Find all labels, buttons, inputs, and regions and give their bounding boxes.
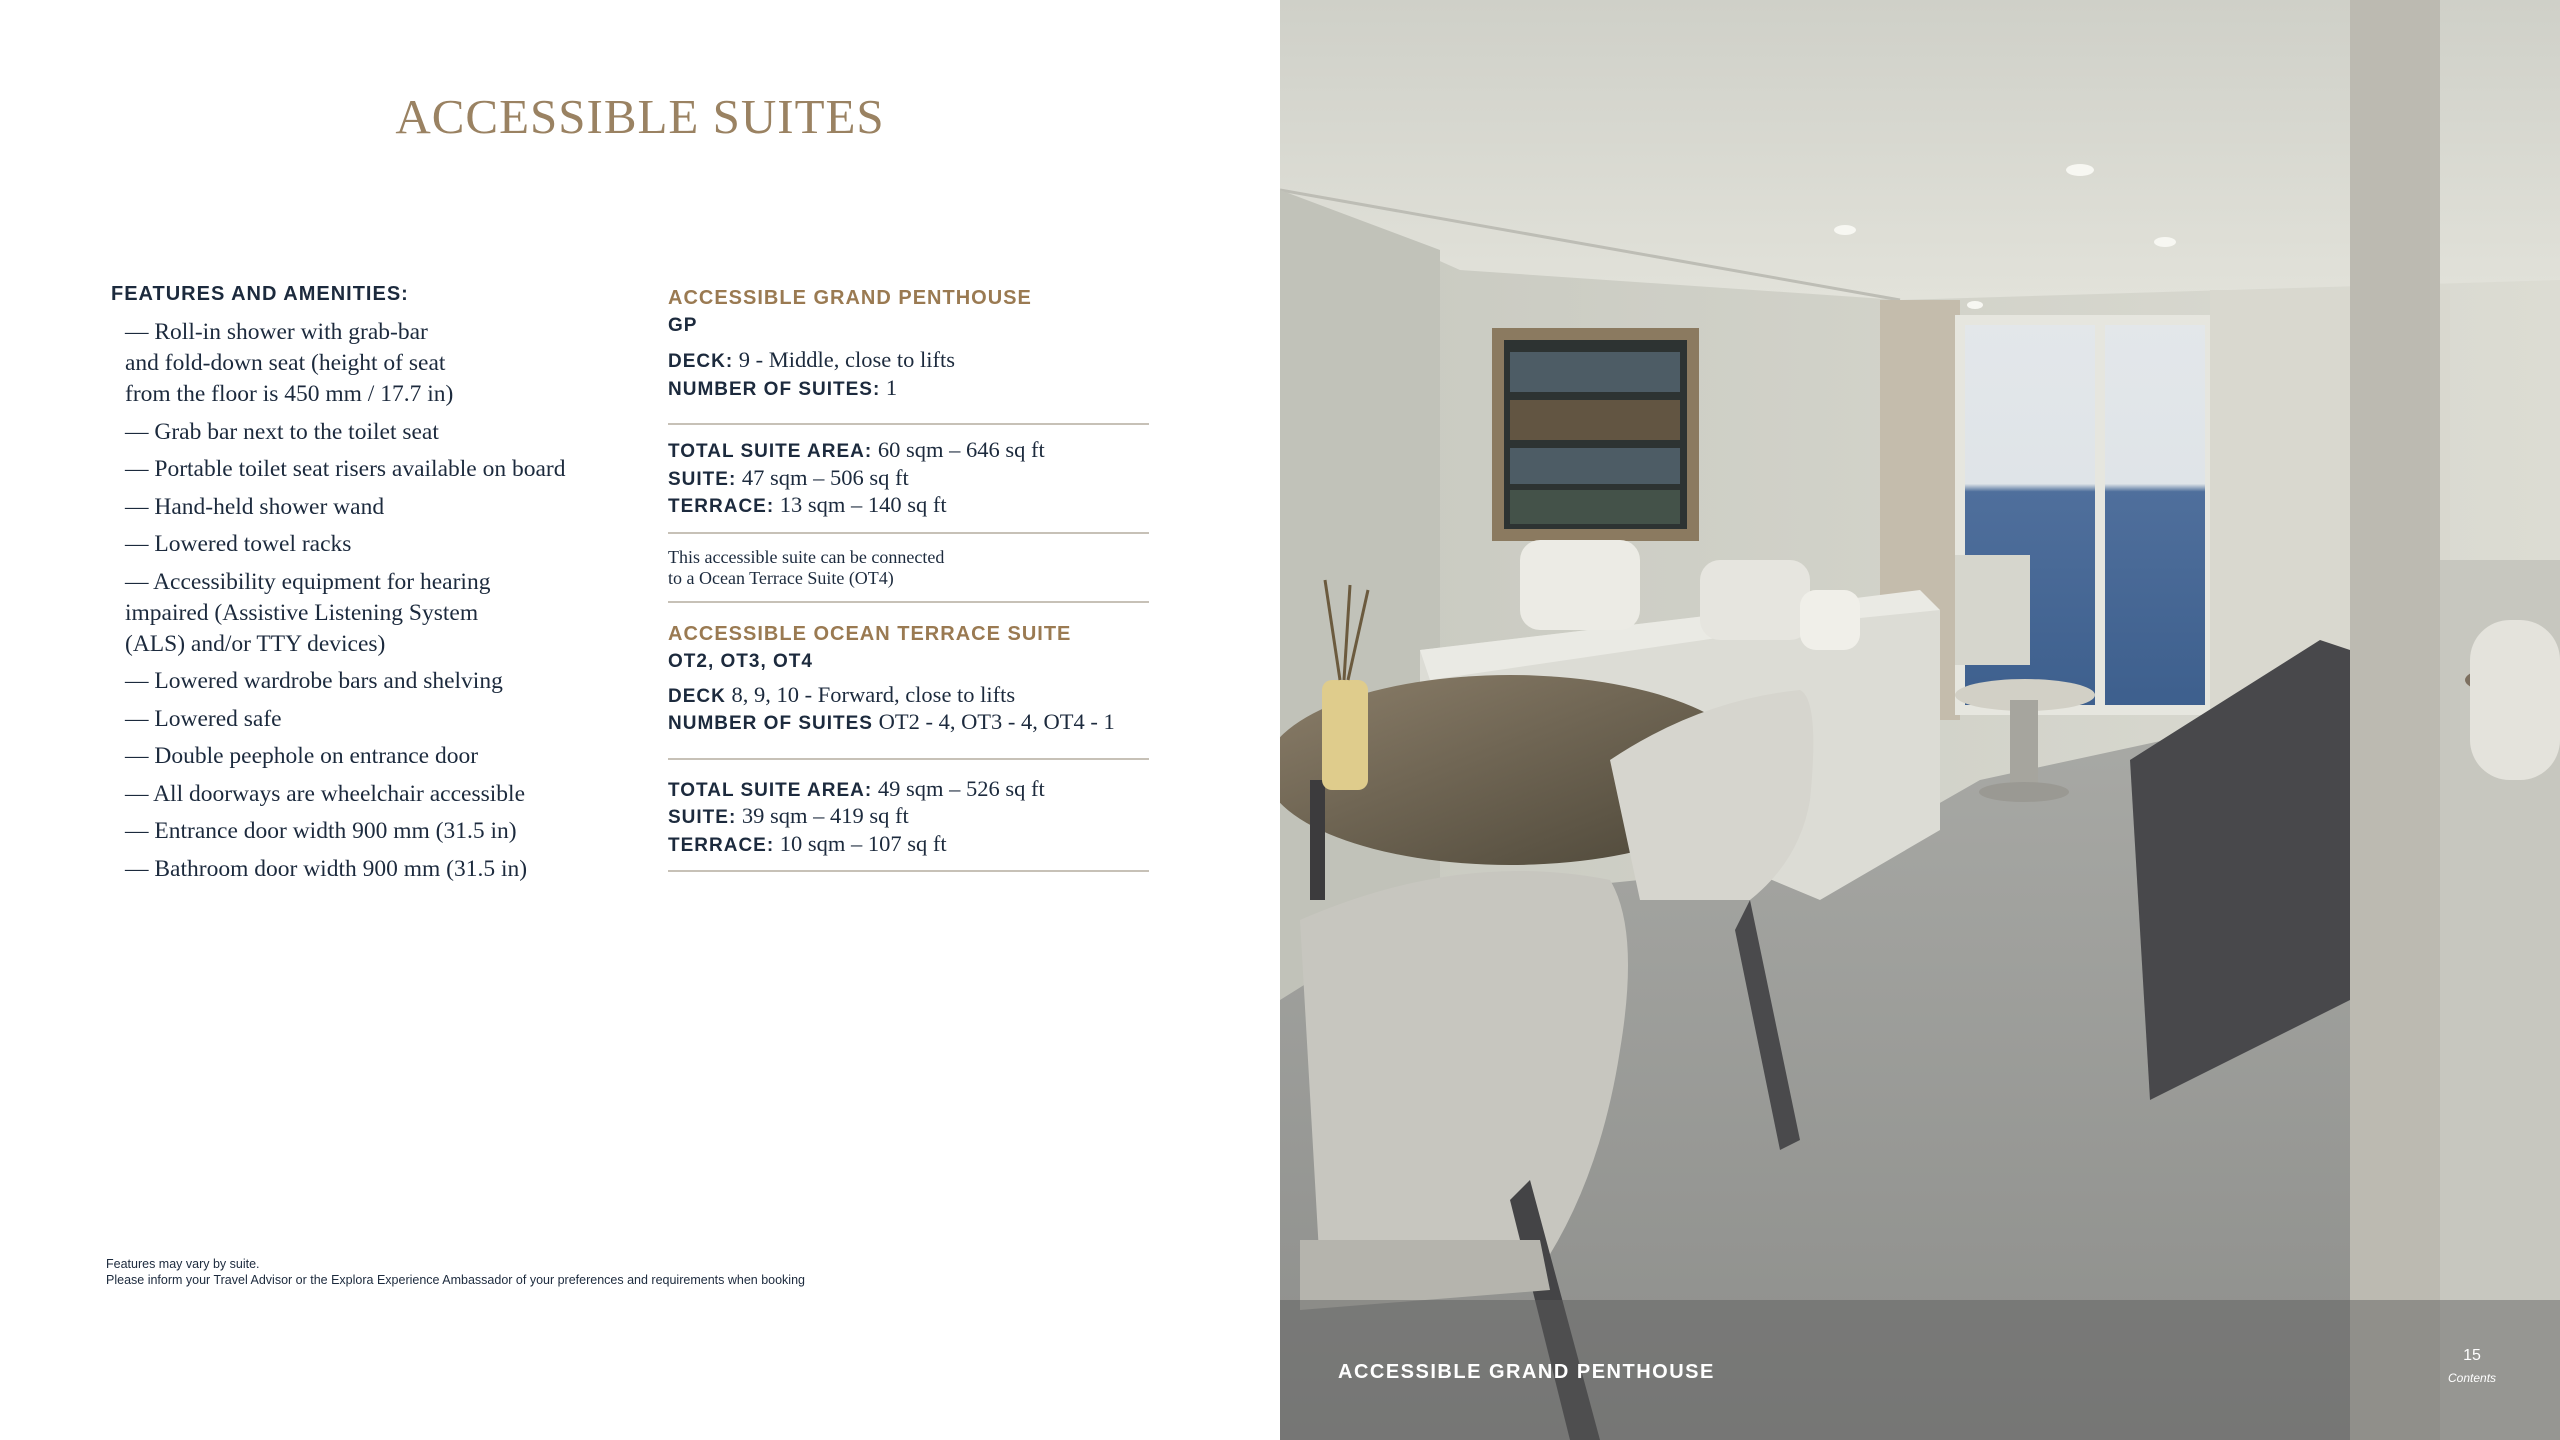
list-item [118, 666, 651, 697]
ot-terrace-value: 10 sqm – 107 sq ft [774, 830, 947, 856]
list-item-text: — All doorways are wheelchair accessible [125, 780, 525, 807]
list-item [118, 317, 651, 410]
list-item [118, 816, 651, 847]
suite-photo [1280, 0, 2560, 1440]
list-item-text: — Lowered wardrobe bars and shelving [125, 668, 503, 694]
ot-total-area [668, 776, 1149, 804]
photo-caption: ACCESSIBLE GRAND PENTHOUSE [1338, 1361, 1715, 1383]
list-item-text: impaired (Assistive Listening System [125, 599, 479, 626]
gp-deck [668, 347, 1149, 375]
ot-total-value: 49 sqm – 526 sq ft [872, 775, 1045, 801]
list-item [118, 529, 651, 560]
features-heading: FEATURES AND AMENITIES: [111, 283, 409, 305]
ot-suites-label: NUMBER OF SUITES [668, 713, 873, 734]
ot-terrace-label: TERRACE: [668, 834, 775, 856]
gp-connection-note [668, 547, 1149, 589]
suite-interior-illustration [1280, 0, 2560, 1440]
gp-total-area [668, 437, 1149, 465]
list-item [118, 492, 651, 523]
contents-link[interactable]: Contents [2448, 1371, 2497, 1385]
gp-suites-value: 1 [880, 374, 898, 400]
gp-suite-value: 47 sqm – 506 sq ft [736, 464, 909, 490]
gp-terrace-area [668, 492, 1149, 520]
ot-name: ACCESSIBLE OCEAN TERRACE SUITE [668, 622, 1072, 645]
list-item-text: from the floor is 450 mm / 17.7 in) [125, 381, 454, 407]
ot-suites [668, 709, 1149, 737]
feature-list [111, 317, 651, 885]
gp-suite-label: SUITE: [668, 468, 737, 490]
ot-code: OT2, OT3, OT4 [668, 650, 813, 672]
ot-total-label: TOTAL SUITE AREA: [668, 779, 873, 801]
gp-terrace-value: 13 sqm – 140 sq ft [774, 492, 947, 517]
list-item-text: — Grab bar next to the toilet seat [125, 418, 439, 445]
list-item-text: and fold-down seat (height of seat [125, 350, 446, 376]
list-item-text: — Lowered safe [125, 705, 282, 732]
divider [668, 532, 1149, 534]
list-item-text: — Bathroom door width 900 mm (31.5 in) [125, 855, 528, 882]
divider [668, 423, 1149, 425]
list-item [118, 567, 651, 660]
suite-details [668, 287, 1149, 872]
list-item [118, 704, 651, 735]
gp-code: GP [668, 315, 698, 336]
list-item-text: — Entrance door width 900 mm (31.5 in) [125, 818, 517, 844]
gp-note-line: This accessible suite can be connected [668, 546, 945, 567]
list-item [118, 854, 651, 885]
features-section [111, 283, 651, 891]
ot-suite-value: 39 sqm – 419 sq ft [736, 803, 909, 828]
gp-suite-area [668, 465, 1149, 493]
page-title: ACCESSIBLE SUITES [395, 89, 885, 144]
gp-deck-label: DECK: [668, 351, 734, 372]
list-item-text: — Hand-held shower wand [125, 493, 385, 520]
list-item-text: — Portable toilet seat risers available on board [125, 456, 566, 482]
ot-terrace-area [668, 831, 1149, 859]
footnote [106, 1256, 805, 1288]
list-item [118, 779, 651, 810]
divider [668, 870, 1149, 872]
list-item-text: (ALS) and/or TTY devices) [125, 630, 386, 657]
list-item-text: — Lowered towel racks [125, 531, 352, 557]
gp-name: ACCESSIBLE GRAND PENTHOUSE [668, 287, 1032, 309]
list-item-text: — Double peephole on entrance door [125, 743, 479, 769]
gp-note-line: to a Ocean Terrace Suite (OT4) [668, 567, 894, 588]
gp-deck-value: 9 - Middle, close to lifts [733, 347, 956, 372]
gp-total-value: 60 sqm – 646 sq ft [872, 437, 1045, 462]
list-item [118, 417, 651, 448]
list-item [118, 741, 651, 772]
list-item-text: — Roll-in shower with grab-bar [125, 319, 428, 345]
divider [668, 758, 1149, 760]
ot-suites-value: OT2 - 4, OT3 - 4, OT4 - 1 [872, 709, 1115, 734]
gp-total-label: TOTAL SUITE AREA: [668, 441, 873, 462]
gp-terrace-label: TERRACE: [668, 496, 775, 517]
footnote-line: Please inform your Travel Advisor or the Explora Experience Ambassador of your preferences and requirements when booking [106, 1273, 805, 1287]
gp-suites-label: NUMBER OF SUITES: [668, 378, 881, 400]
ot-suite-area [668, 803, 1149, 831]
gp-suites [668, 375, 1149, 403]
divider [668, 601, 1149, 603]
list-item-text: — Accessibility equipment for hearing [125, 568, 491, 595]
footnote-line: Features may vary by suite. [106, 1257, 260, 1271]
ot-deck-label: DECK [668, 685, 726, 707]
ot-deck [668, 682, 1149, 710]
list-item [118, 454, 651, 485]
ot-deck-value: 8, 9, 10 - Forward, close to lifts [725, 681, 1016, 707]
ot-suite-label: SUITE: [668, 807, 737, 828]
page-number: 15 [2463, 1347, 2481, 1364]
